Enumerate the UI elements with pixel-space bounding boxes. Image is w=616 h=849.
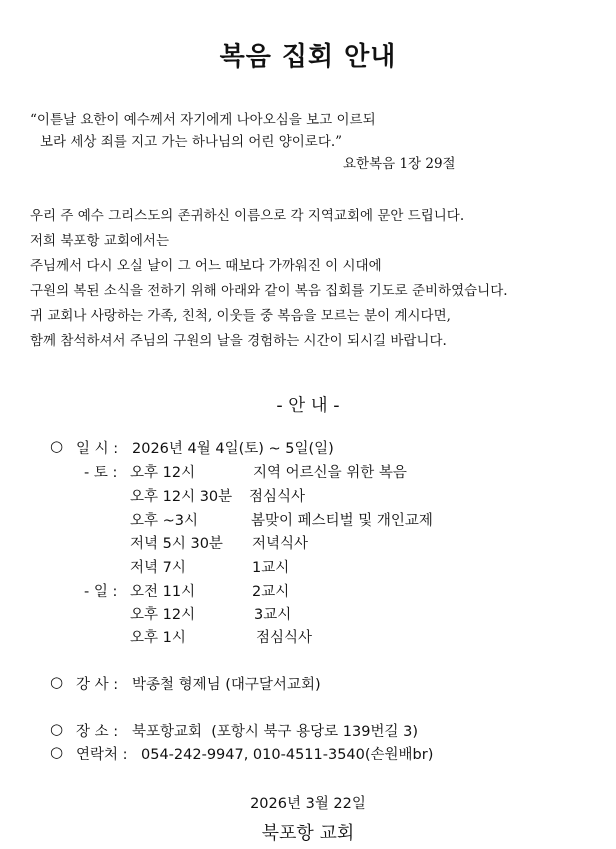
sun-event-1: 2교시 bbox=[252, 584, 290, 600]
contact-value: 054-242-9947, 010-4511-3540(손원배br) bbox=[141, 747, 434, 763]
saturday-label: - 토 : bbox=[84, 465, 118, 481]
place-value: 북포항교회 (포항시 북구 용당로 139번길 3) bbox=[132, 724, 418, 740]
intro-line-6: 함께 참석하셔서 주님의 구원의 날을 경험하는 시간이 되시길 바랍니다. bbox=[30, 333, 447, 349]
sat-event-3: 봄맞이 페스티벌 및 개인교제 bbox=[251, 513, 433, 529]
page-title: 복음 집회 안내 bbox=[219, 42, 397, 72]
intro-line-1: 우리 주 예수 그리스도의 존귀하신 이름으로 각 지역교회에 문안 드립니다. bbox=[30, 208, 465, 224]
section-title: - 안 내 - bbox=[276, 396, 340, 416]
intro-line-5: 귀 교회나 사랑하는 가족, 친척, 이웃들 중 복음을 모르는 분이 계시다면, bbox=[30, 308, 451, 324]
verse-reference: 요한복음 1장 29절 bbox=[343, 156, 456, 172]
speaker-value: 박종철 형제님 (대구달서교회) bbox=[132, 677, 321, 693]
place-label: 장 소 : bbox=[76, 724, 119, 740]
sat-time-3: 오후 ~3시 bbox=[130, 513, 199, 529]
sat-time-1: 오후 12시 bbox=[130, 465, 196, 481]
bullet-schedule: ○ bbox=[50, 437, 64, 455]
sat-event-4: 저녁식사 bbox=[252, 536, 309, 552]
sat-time-4: 저녁 5시 30분 bbox=[130, 536, 223, 552]
speaker-label: 강 사 : bbox=[76, 677, 119, 693]
sat-time-2: 오후 12시 30분 bbox=[130, 489, 233, 505]
sat-event-5: 1교시 bbox=[252, 560, 290, 576]
issue-date: 2026년 3월 22일 bbox=[250, 796, 366, 812]
sunday-label: - 일 : bbox=[84, 584, 118, 600]
bullet-contact: ○ bbox=[50, 743, 64, 761]
sat-time-5: 저녁 7시 bbox=[130, 560, 186, 576]
sat-event-1: 지역 어르신을 위한 복음 bbox=[253, 465, 407, 481]
intro-line-2: 저희 북포항 교회에서는 bbox=[30, 233, 169, 249]
sun-event-2: 3교시 bbox=[254, 607, 292, 623]
sun-time-3: 오후 1시 bbox=[130, 630, 186, 646]
intro-line-4: 구원의 복된 소식을 전하기 위해 아래와 같이 복음 집회를 기도로 준비하였습니다. bbox=[30, 283, 508, 299]
schedule-value: 2026년 4월 4일(토) ~ 5일(일) bbox=[132, 441, 334, 457]
verse-line-1: “이튿날 요한이 예수께서 자기에게 나아오심을 보고 이르되 bbox=[30, 112, 376, 128]
bullet-place: ○ bbox=[50, 720, 64, 738]
bullet-speaker: ○ bbox=[50, 673, 64, 691]
contact-label: 연락처 : bbox=[76, 747, 128, 763]
organization-name: 북포항 교회 bbox=[261, 823, 355, 844]
sun-event-3: 점심식사 bbox=[256, 630, 313, 646]
sun-time-2: 오후 12시 bbox=[130, 607, 196, 623]
intro-line-3: 주님께서 다시 오실 날이 그 어느 때보다 가까워진 이 시대에 bbox=[30, 258, 382, 274]
sun-time-1: 오전 11시 bbox=[130, 584, 196, 600]
verse-line-2: 보라 세상 죄를 지고 가는 하나님의 어린 양이로다.” bbox=[40, 134, 343, 150]
sat-event-2: 점심식사 bbox=[249, 489, 306, 505]
schedule-label: 일 시 : bbox=[76, 441, 119, 457]
